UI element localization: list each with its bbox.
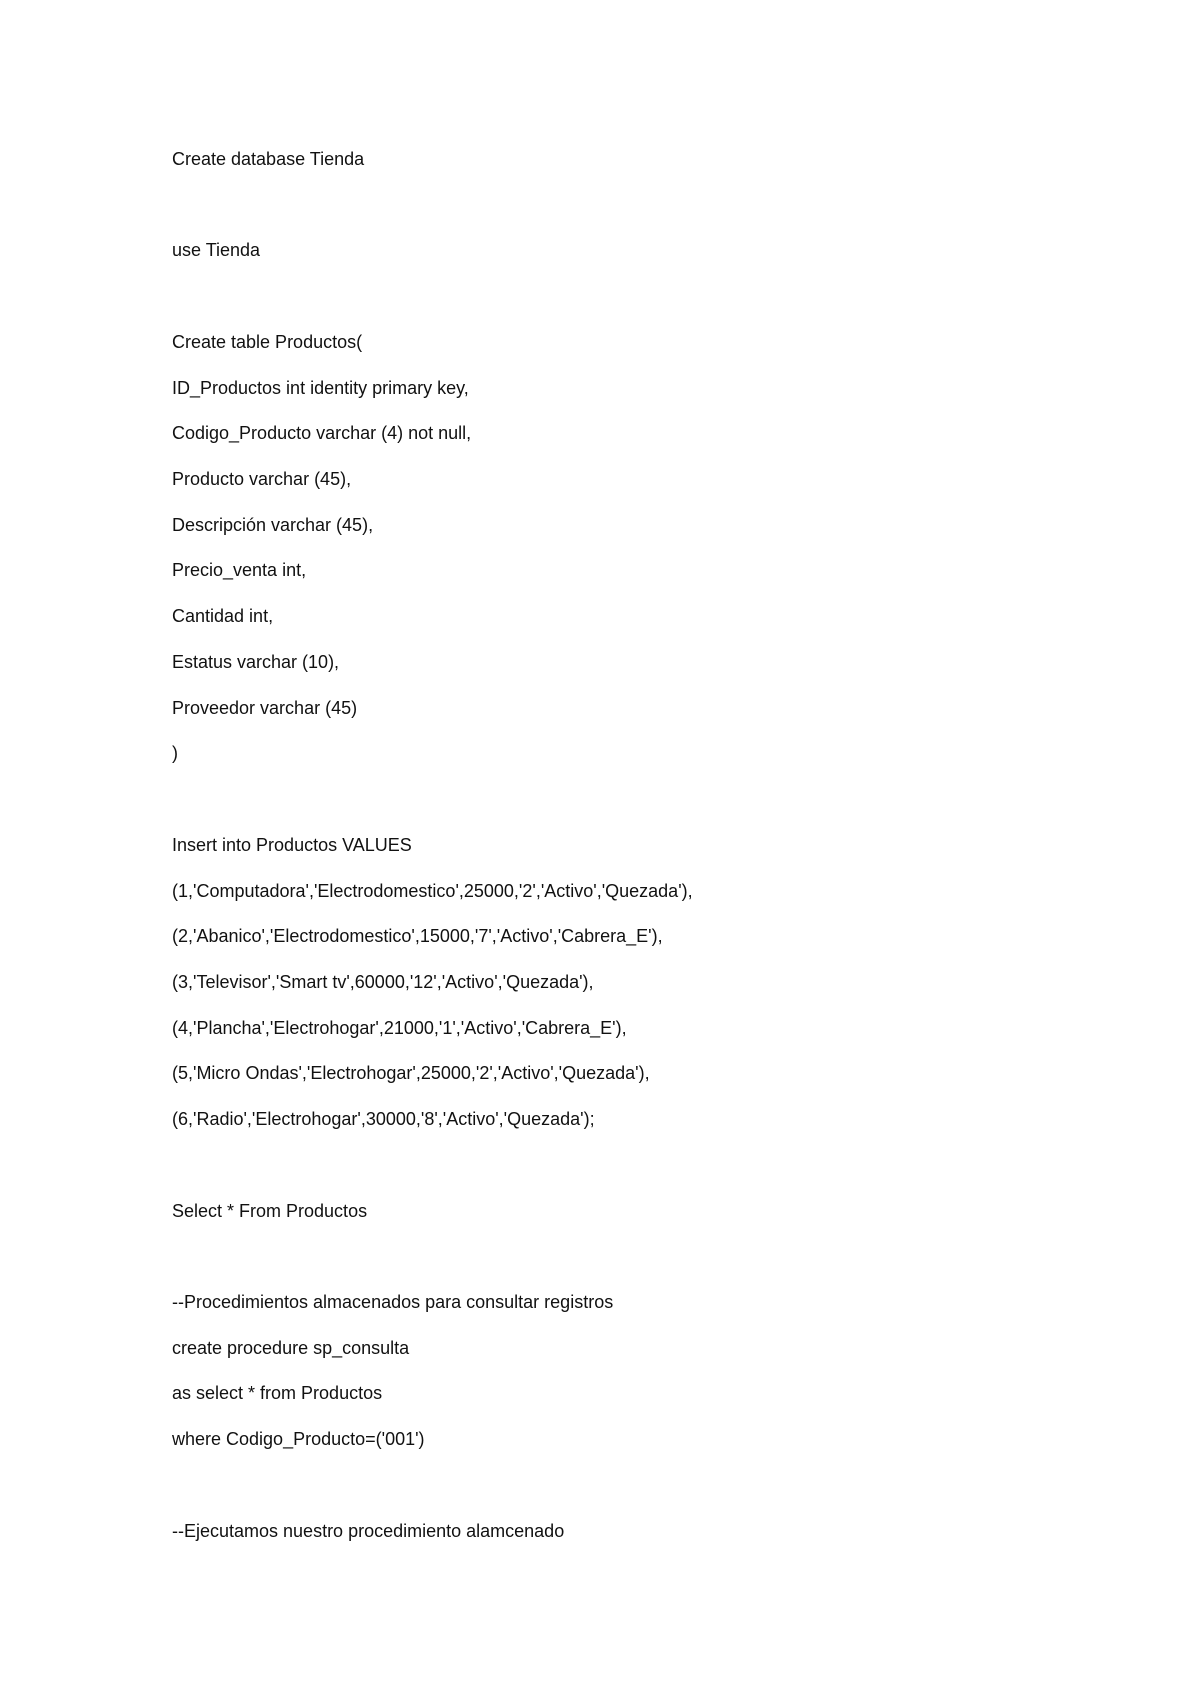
code-line: Select * From Productos bbox=[172, 1201, 368, 1221]
code-line: (5,'Micro Ondas','Electrohogar',25000,'2','Activo','Quezada'), bbox=[172, 1063, 650, 1083]
code-line: (4,'Plancha','Electrohogar',21000,'1','Activo','Cabrera_E'), bbox=[172, 1018, 627, 1038]
code-line: ) bbox=[172, 743, 178, 763]
code-line: (3,'Televisor','Smart tv',60000,'12','Activo','Quezada'), bbox=[172, 972, 594, 992]
code-line: Create database Tienda bbox=[172, 149, 365, 169]
code-line: Producto varchar (45), bbox=[172, 469, 352, 489]
code-line: Precio_venta int, bbox=[172, 560, 307, 580]
code-line: where Codigo_Producto=('001') bbox=[172, 1429, 425, 1449]
code-line: Descripción varchar (45), bbox=[172, 515, 374, 535]
code-line: ID_Productos int identity primary key, bbox=[172, 378, 469, 398]
code-line: Insert into Productos VALUES bbox=[172, 835, 412, 855]
code-line: create procedure sp_consulta bbox=[172, 1338, 410, 1358]
code-line: (2,'Abanico','Electrodomestico',15000,'7','Activo','Cabrera_E'), bbox=[172, 926, 663, 946]
code-line: (6,'Radio','Electrohogar',30000,'8','Activo','Quezada'); bbox=[172, 1109, 595, 1129]
code-line: Estatus varchar (10), bbox=[172, 652, 340, 672]
code-line: use Tienda bbox=[172, 240, 261, 260]
code-line: Codigo_Producto varchar (4) not null, bbox=[172, 423, 472, 443]
code-line: Create table Productos( bbox=[172, 332, 363, 352]
code-line: (1,'Computadora','Electrodomestico',25000,'2','Activo','Quezada'), bbox=[172, 881, 693, 901]
code-comment: --Procedimientos almacenados para consultar registros bbox=[172, 1292, 614, 1312]
code-line: Cantidad int, bbox=[172, 606, 274, 626]
code-line: as select * from Productos bbox=[172, 1383, 383, 1403]
code-comment: --Ejecutamos nuestro procedimiento alamcenado bbox=[172, 1521, 565, 1541]
code-line: Proveedor varchar (45) bbox=[172, 698, 358, 718]
